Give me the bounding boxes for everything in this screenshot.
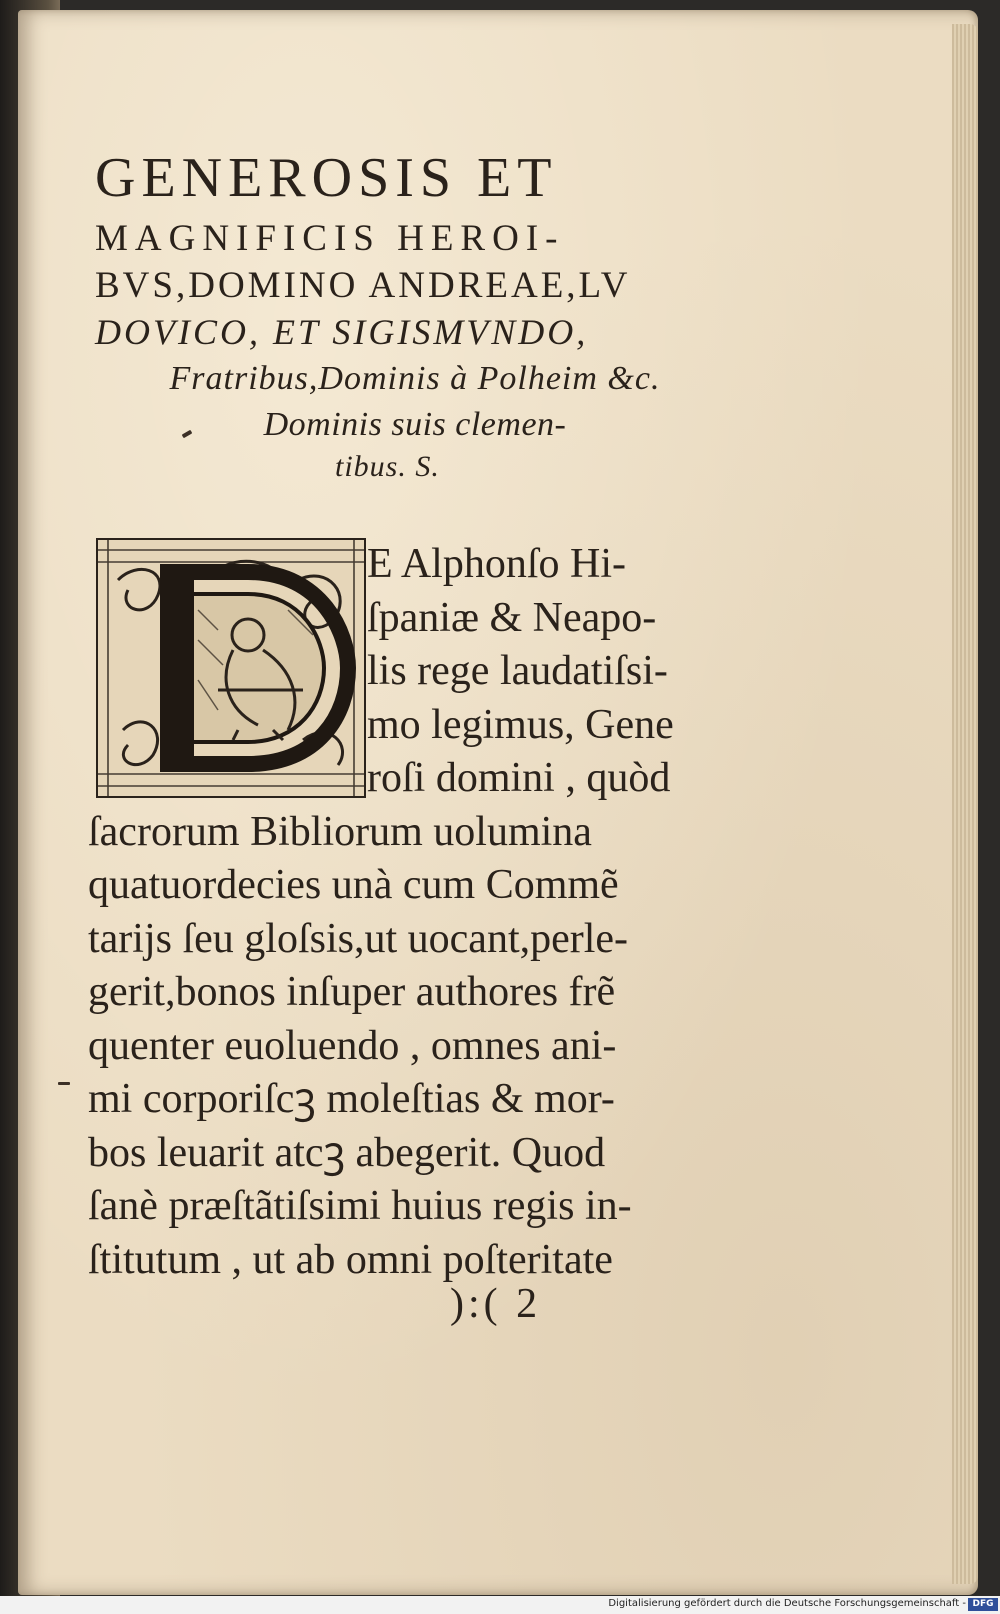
- body-line: gerit,bonos inſuper authores frẽ: [88, 969, 616, 1015]
- body-line: E Alphonſo Hi-: [367, 541, 626, 587]
- dfg-logo: DFG: [968, 1598, 998, 1611]
- page-stack-edge: [952, 24, 978, 1584]
- heading-line-1: GENEROSIS ET: [95, 147, 558, 209]
- body-line: ſanè præſtãtiſsimi huius regis in-: [88, 1183, 632, 1229]
- body-line: mi corporiſcꝫ moleſtias & mor-: [88, 1076, 615, 1122]
- body-line: tarijs ſeu gloſsis,ut uocant,perle-: [88, 915, 629, 962]
- body-line: quatuordecies unà cum Commẽ: [88, 862, 619, 908]
- dedication-heading: [95, 147, 735, 483]
- body-text: [88, 538, 728, 1287]
- heading-line-7: tibus. S.: [335, 450, 440, 483]
- ink-speck: [58, 1082, 70, 1085]
- heading-line-6: Dominis suis clemen-: [263, 406, 567, 443]
- body-line: mo legimus, Gene: [367, 701, 674, 748]
- body-line: roſi domini , quòd: [367, 755, 671, 801]
- body-line: lis rege laudatiſsi-: [367, 648, 668, 694]
- body-line: bos leuarit atcꝫ abegerit. Quod: [88, 1129, 606, 1176]
- heading-line-4: DOVICO, ET SIGISMVNDO,: [95, 312, 589, 352]
- digitization-credit: Digitalisierung gefördert durch die Deutsche Forschungsgemeinschaft -: [608, 1598, 966, 1609]
- heading-line-5: Fratribus,Dominis à Polheim &c.: [169, 360, 661, 397]
- signature-mark: ):( 2: [450, 1281, 542, 1327]
- heading-line-2: MAGNIFICIS HEROI-: [95, 218, 565, 259]
- heading-line-3: BVS,DOMINO ANDREAE,LV: [95, 265, 631, 306]
- body-line: quenter euoluendo , omnes ani-: [88, 1022, 617, 1069]
- body-line: ſacrorum Bibliorum uolumina: [88, 808, 592, 855]
- body-line: ſtitutum , ut ab omni poſteritate: [88, 1236, 613, 1283]
- body-line: ſpaniæ & Neapo-: [367, 594, 657, 641]
